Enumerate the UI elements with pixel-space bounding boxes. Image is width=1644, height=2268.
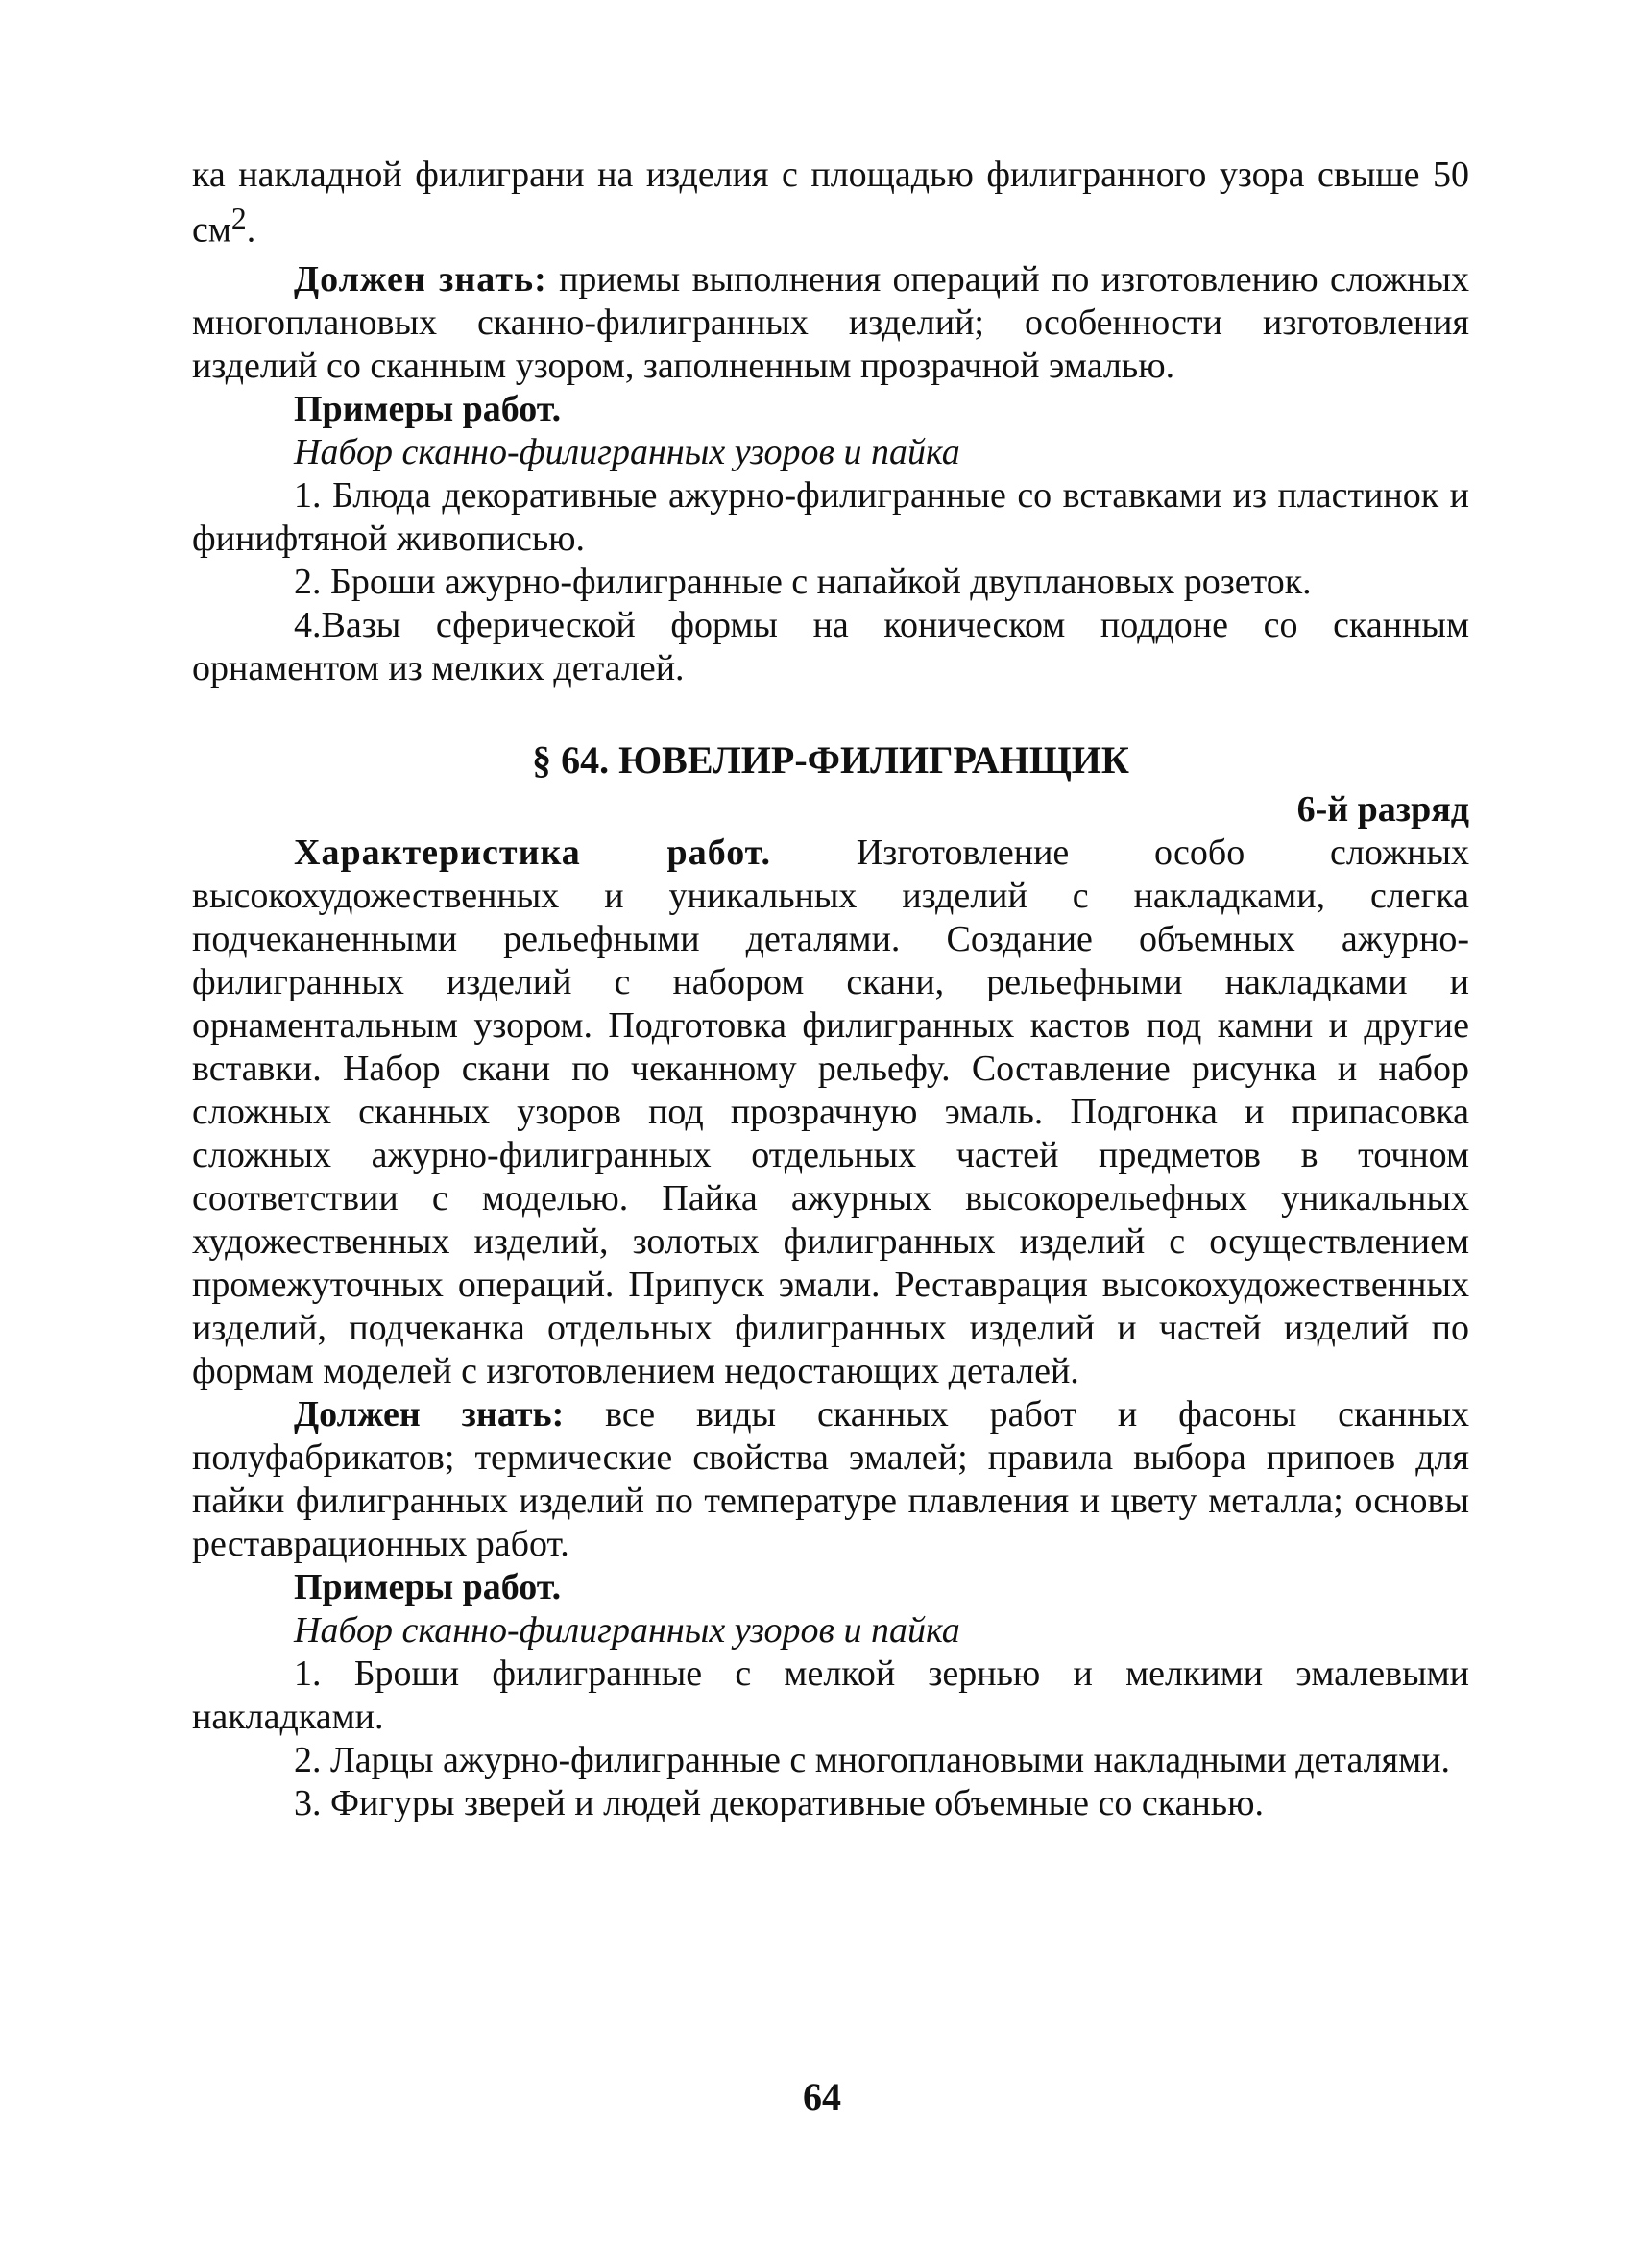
grade-label: 6-й разряд (1296, 788, 1469, 830)
document-page (192, 154, 1469, 1825)
example-item: 1. Броши филигранные с мелкой зернью и мелкими эмалевыми накладками. (192, 1653, 1469, 1737)
examples-title: Примеры работ. (294, 388, 562, 429)
superscript: 2 (230, 202, 247, 235)
section-heading: § 64. ЮВЕЛИР-ФИЛИГРАНЩИК (532, 737, 1129, 782)
carry-over-end: . (246, 209, 256, 251)
examples-subtitle: Набор сканно-филигранных узоров и пайка (294, 431, 960, 472)
work-characteristics-label: Характеристика работ. (294, 832, 771, 873)
example-item: 2. Броши ажурно-филигранные с напайкой двуплановых розеток. (294, 561, 1312, 602)
work-characteristics-paragraph (192, 832, 1469, 1393)
carry-over-paragraph (192, 154, 1469, 253)
examples-title: Примеры работ. (294, 1566, 562, 1607)
work-characteristics-text: Изготовление особо сложных высокохудожественных и уникальных изделий с накладками, слегка подчеканенными рельефными деталями. Создание объемных ажурно-филигранных изделий с набором скани, рельефными накладками и орнаментальным узором. Подготовка филигранных кастов под камни и другие вставки. Набор скани по чеканному рельефу. Составление рисунка и набор сложных сканных узоров под прозрачную эмаль. Подгонка и припасовка сложных ажурно-филигранных отдельных частей предметов в точном соответствии с моделью. Пайка ажурных высокорельефных уникальных художественных изделий, золотых филигранных изделий с осуществлением промежуточных операций. Припуск эмали. Реставрация высокохудожественных изделий, подчеканка отдельных филигранных изделий и частей изделий по формам моделей с изготовлением недостающих деталей. (192, 832, 1469, 1391)
page-number: 64 (803, 2075, 841, 2118)
must-know-label: Должен знать: (294, 1393, 565, 1435)
must-know-label: Должен знать: (294, 258, 547, 300)
must-know-paragraph (192, 1393, 1469, 1566)
carry-over-text: ка накладной филиграни на изделия с площадью филигранного узора свыше 50 см (192, 155, 1469, 251)
must-know-text: все виды сканных работ и фасоны сканных полуфабрикатов; термические свойства эмалей; правила выбора припоев для пайки филигранных изделий по температуре плавления и цвету металла; основы реставрационных работ. (192, 1393, 1469, 1564)
example-item: 3. Фигуры зверей и людей декоративные объемные со сканью. (294, 1782, 1265, 1823)
example-item: 1. Блюда декоративные ажурно-филигранные со вставками из пластинок и финифтяной живописью. (192, 474, 1469, 559)
examples-subtitle: Набор сканно-филигранных узоров и пайка (294, 1609, 960, 1651)
example-item: 2. Ларцы ажурно-филигранные с многоплановыми накладными деталями. (294, 1739, 1451, 1780)
example-item: 4.Вазы сферической формы на коническом поддоне со сканным орнаментом из мелких деталей. (192, 604, 1469, 688)
must-know-text: приемы выполнения операций по изготовлению сложных многоплановых сканно-филигранных изделий; особенности изготовления изделий со сканным узором, заполненным прозрачной эмалью. (192, 258, 1469, 386)
must-know-paragraph (192, 258, 1469, 388)
